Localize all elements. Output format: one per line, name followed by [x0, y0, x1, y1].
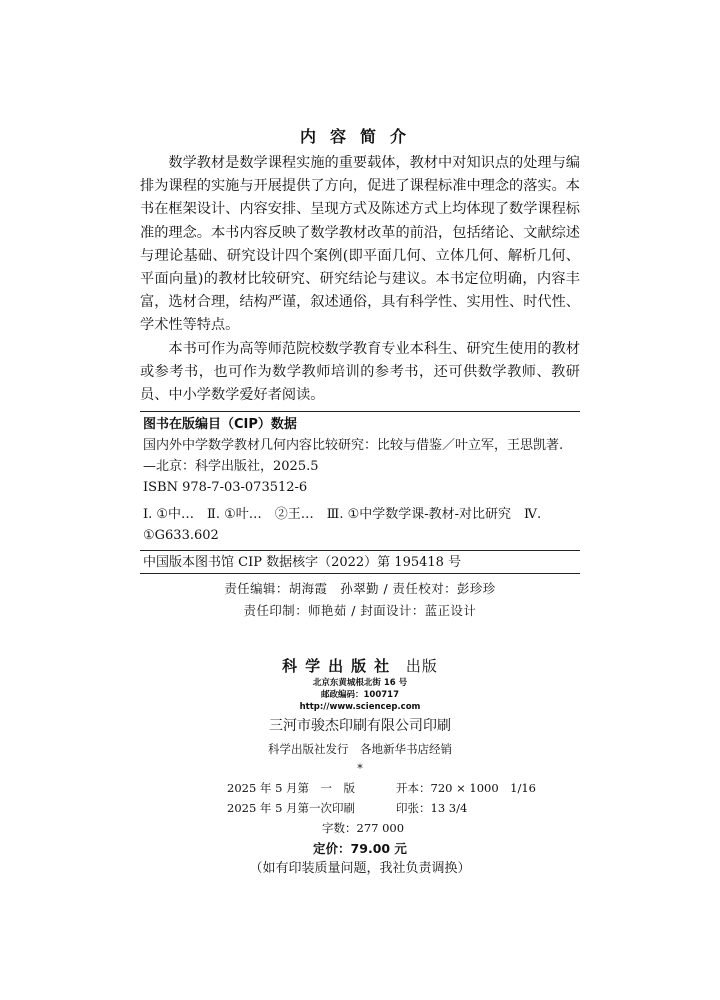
- editors-block: [0, 578, 720, 622]
- publisher-line: [0, 655, 720, 677]
- publisher-action: 出版: [405, 657, 438, 675]
- format-text: 开本：720 × 1000 1/16: [396, 781, 536, 795]
- sheets-text: 印张：13 3/4: [396, 801, 468, 815]
- editors-line-1: 责任编辑：胡海霞 孙翠勤 / 责任校对：彭珍珍: [224, 581, 496, 596]
- printing-text: 2025 年 5 月第一次印刷: [227, 801, 356, 815]
- distribution-line: 科学出版社发行 各地新华书店经销: [268, 742, 452, 756]
- cip-record: 国内外中学数学教材几何内容比较研究：比较与借鉴／叶立军，王思凯著. —北京：科学出版社，2025.5: [143, 438, 564, 474]
- summary-body: [140, 152, 580, 407]
- cip-heading: 图书在版编目（CIP）数据: [143, 417, 297, 432]
- publisher-address: 北京东黄城根北街 16 号: [312, 678, 408, 688]
- summary-paragraph-1: 数学教材是数学课程实施的重要载体，教材中对知识点的处理与编排为课程的实施与开展提供了方向，促进了课程标准中理念的落实。本书在框架设计、内容安排、呈现方式及陈述方式上均体现了数学课程标准的理念。本书内容反映了数学教材改革的前沿，包括绪论、文献综述与理论基础、研究设计四个案例(即平面几何、立体几何、解析几何、平面向量)的教材比较研究、研究结论与建议。本书定位明确，内容丰富，选材合理，结构严谨，叙述通俗，具有科学性、实用性、时代性、学术性等特点。: [140, 155, 580, 334]
- publisher-block: [0, 655, 720, 779]
- cip-bottom-rule: [140, 573, 580, 574]
- summary-paragraph-2: 本书可作为高等师范院校数学教育专业本科生、研究生使用的教材或参考书，也可作为数学教师培训的参考书，还可供数学教师、教研员、中小学数学爱好者阅读。: [140, 340, 580, 404]
- editors-line-2: 责任印制：师艳茹 / 封面设计：蓝正设计: [243, 603, 477, 618]
- quality-notice: （如有印装质量问题，我社负责调换）: [249, 861, 471, 876]
- cip-middle-rule: [140, 550, 580, 551]
- cip-classification: Ⅰ. ①中… Ⅱ. ①叶… ②王… Ⅲ. ①中学数学课-教材-对比研究 Ⅳ. ①G633.602: [143, 507, 542, 543]
- publisher-url: http://www.sciencep.com: [299, 702, 421, 712]
- printer-name: 三河市骏杰印刷有限公司印刷: [269, 718, 451, 734]
- specs-block: [0, 778, 720, 879]
- cip-isbn: ISBN 978-7-03-073512-6: [143, 480, 308, 495]
- cip-block: [140, 411, 580, 574]
- separator-star: *: [357, 762, 363, 775]
- cip-number: 中国版本图书馆 CIP 数据核字（2022）第 195418 号: [143, 555, 462, 570]
- edition-text: 2025 年 5 月第 一 版: [227, 781, 356, 795]
- publisher-name: 科学出版社: [282, 657, 398, 675]
- summary-title: 内容简介: [299, 127, 420, 146]
- publisher-postcode: 邮政编码：100717: [321, 690, 399, 700]
- word-count-text: 字数：277 000: [322, 821, 405, 835]
- price-text: 定价：79.00 元: [313, 841, 407, 856]
